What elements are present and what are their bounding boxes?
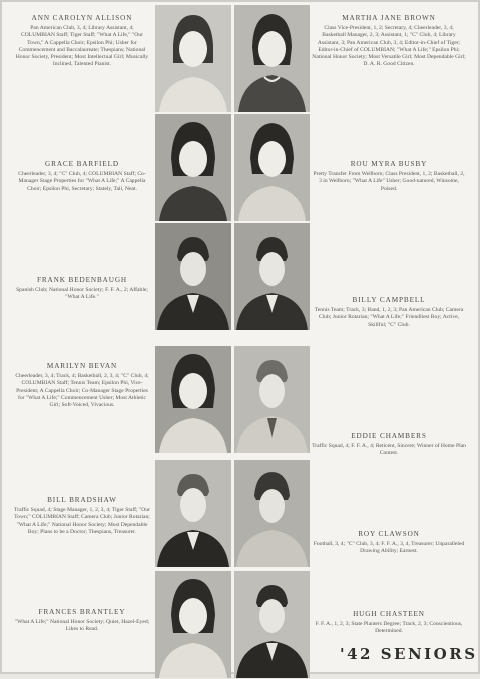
portrait-photo (234, 114, 310, 221)
portrait-row (155, 346, 310, 454)
bio-entry-7 (312, 14, 466, 69)
portrait-photo (234, 346, 310, 453)
student-name: ROY CLAWSON (358, 530, 420, 538)
portrait-photo (155, 346, 231, 453)
student-bio: Traffic Squad, 4; Stage Manager, 1, 2, 3, 4; Tiger Staff; "Our Town;" COLUMBIAN Staff; Camera Club; Junior Rotarian; "What A Life;" National Honor Society; Most Dependable Boy; Plans to be a Doctor; Thespians, Treasurer. (14, 507, 150, 535)
bio-entry-3 (14, 276, 150, 302)
bio-entry-8 (312, 160, 466, 193)
portrait-photo (155, 5, 231, 112)
bio-entry-6 (14, 608, 150, 634)
portrait-row (155, 223, 310, 331)
bio-entry-4 (14, 362, 150, 409)
student-bio: F. F. A., 1, 2, 3; State Planters Degree; Track, 2, 3; Conscientious, Determined. (315, 621, 463, 635)
portrait-photo (234, 460, 310, 567)
student-name: ROU MYRA BUSBY (350, 160, 428, 168)
portrait-photo (234, 223, 310, 330)
bio-entry-2 (14, 160, 150, 193)
page-footer-title: '42 SENIORS (340, 645, 478, 663)
portrait-photo (155, 460, 231, 567)
student-bio: Pretty Transfer From Wellborn; Class President, 1, 2; Basketball, 2, 3 in Wellborn; "What A Life" Usher; Good-natured, Winsome, Poised. (313, 171, 465, 192)
portrait-row (155, 571, 310, 679)
bio-entry-1 (14, 14, 150, 69)
student-bio: Pan American Club, 3, 4; Library Assistant, 4; COLUMBIAN Staff; Tiger Staff; "What A Life," "Our Town," A Cappella Choir; Epsilon Phi; Usher for Commencement and Baccalaureate; Thespians; National Honor Society, President; Most Intellectual Girl; Musically Inclined, Talented Pianist. (15, 25, 149, 68)
student-bio: Spanish Club; National Honor Society; F. F. A., 2; Affable; "What A Life." (16, 287, 148, 301)
student-bio: Cheerleader, 3, 4; "C" Club, 4; COLUMBIAN Staff; Co-Manager Stage Properties for "What A Life;" A Cappella Choir; Epsilon Phi, Secretary; Stately, Tall, Neat. (18, 171, 146, 192)
student-bio: Class Vice-President, 1, 2; Secretary, 4; Cheerleader, 3, 4; Basketball Manager, 2, 3; Assistant, 1; "C" Club, 4; Library Assistant, 3; Pan American Club, 3, 4; Editor-in-Chief of Tiger; Editor-in-Chief of COLUMBIAN; "What A Life;" Epsilon Phi; National Honor Society; Most Versatile Girl; Most Dependable Girl; D. A. R. Good Citizen. (312, 25, 466, 68)
portrait-photo (155, 223, 231, 330)
portrait-row (155, 114, 310, 222)
student-bio: Tennis Team; Track, 3; Band, 1, 2, 3; Pan American Club; Camera Club; Junior Rotarian; "What A Life;" Friendliest Boy; Active, Skillful; "C" Club. (314, 307, 464, 328)
student-bio: "What A Life;" National Honor Society; Quiet, Hazel-Eyed; Likes to Read. (14, 619, 150, 633)
bio-entry-10 (312, 432, 466, 458)
student-name: GRACE BARFIELD (45, 160, 119, 168)
student-name: FRANCES BRANTLEY (38, 608, 126, 616)
portrait-photo (155, 114, 231, 221)
bio-entry-9 (312, 296, 466, 329)
student-name: EDDIE CHAMBERS (351, 432, 427, 440)
portrait-row (155, 5, 310, 113)
bio-entry-12 (312, 610, 466, 636)
portrait-photo (234, 5, 310, 112)
portrait-photo (234, 571, 310, 678)
student-bio: Cheerleader, 3, 4; Track, 4; Basketball, 2, 3, 4; "C" Club, 4; COLUMBIAN Staff; Tennis Team; Epsilon Phi, Vice-President; A Cappella Choir; Co-Manager Stage Properties for "What A Life;" Commencement Usher; Most Athletic Girl; Soft-Voiced, Vivacious. (15, 373, 149, 409)
student-name: ANN CAROLYN ALLISON (31, 14, 133, 22)
student-bio: Football, 3, 4; "C" Club, 3, 4; F. F. A., 3, 4, Treasurer; Unparalleled Drawing Ability; Earnest. (313, 541, 465, 555)
student-name: HUGH CHASTEEN (353, 610, 425, 618)
student-name: MARTHA JANE BROWN (342, 14, 436, 22)
bio-entry-11 (312, 530, 466, 556)
bio-entry-5 (14, 496, 150, 536)
student-name: MARILYN BEVAN (46, 362, 118, 370)
student-name: BILLY CAMPBELL (352, 296, 426, 304)
portrait-row (155, 460, 310, 568)
student-name: BILL BRADSHAW (47, 496, 117, 504)
portrait-photo (155, 571, 231, 678)
student-name: FRANK BEDENBAUGH (36, 276, 128, 284)
student-bio: Traffic Squad, 4; F. F. A., 4; Reticent, Sincere; Winner of Home Plan Contest. (312, 443, 466, 457)
